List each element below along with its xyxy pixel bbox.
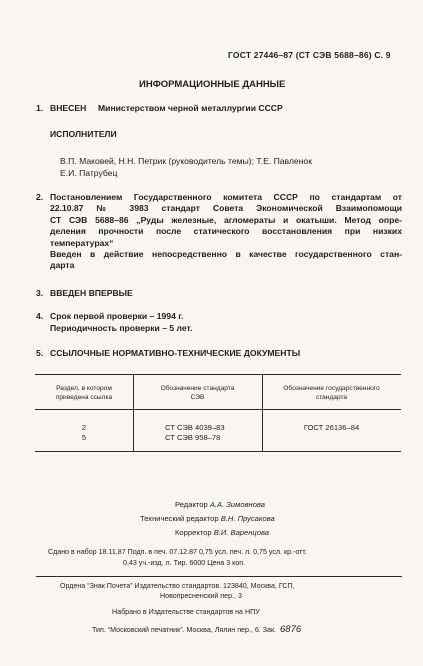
ispolniteli-line-2: Е.И. Патрубец (60, 168, 118, 178)
section-2-line: 22.10.87 № 3983 стандарт Совета Экономической Взаимопомощи (50, 203, 402, 214)
table-header-section: Раздел, в котором приведена ссылка (55, 385, 113, 401)
table-bottom-rule (35, 451, 401, 452)
table-row (165, 423, 225, 443)
section-2-intro-line: дарта (50, 260, 75, 271)
footer-rule (36, 576, 402, 577)
section-2-intro-line: Введен в действие непосредственно в качестве государственного стан- (50, 249, 402, 260)
section-5-number: 5. (36, 348, 44, 358)
table-top-rule (35, 374, 401, 375)
table-cell-gost: ГОСТ 26136–84 (303, 423, 360, 432)
print-info-line-2: 0,43 уч.-изд. л. Тир. 6000 Цена 3 коп. (123, 559, 246, 567)
table-header-rule (35, 409, 401, 410)
section-4-line-2: Периодичность проверки – 5 лет. (50, 323, 193, 333)
section-2-line: Постановлением Государственного комитета СССР по стандартам от (50, 192, 402, 202)
section-2-line: СТ СЭВ 5688–86 „Руды железные, агломераты и окатыши. Метод опре- (50, 214, 402, 225)
editor-line: Корректор В.И. Варенцова (175, 528, 270, 537)
page-title: ИНФОРМАЦИОННЫЕ ДАННЫЕ (139, 79, 286, 90)
publisher-line-3: Набрано в Издательстве стандартов на НПУ (112, 608, 260, 616)
order-number: 6876 (280, 624, 302, 635)
table-header-sev: Обозначение стандарта СЭВ (160, 385, 235, 401)
section-2-line: температурах“ (50, 237, 114, 248)
section-1-text: Министерством черной металлургии СССР (98, 103, 283, 113)
table-cell-sev: СТ СЭВ 4039–83 (165, 423, 225, 432)
ispolniteli-line-1: В.П. Маковей, Н.Н. Петрик (руководитель темы); Т.Е. Павленок (60, 156, 312, 166)
table-header-gost: Обозначение государственного стандарта (283, 385, 380, 401)
section-3-number: 3. (36, 288, 44, 298)
editor-line: Редактор А.А. Зимовнова (175, 500, 265, 509)
section-2-paragraph (50, 192, 402, 272)
section-4-line-1: Срок первой проверки – 1994 г. (50, 311, 184, 321)
table-cell-section: 2 (81, 423, 87, 432)
section-1-label: ВНЕСЕН (50, 103, 87, 113)
print-info-line-1: Сдано в набор 18.11.87 Подп. в печ. 07.12.87 0,75 усл. печ. л. 0,75 усл. кр.-отт. (48, 548, 307, 556)
section-4-number: 4. (36, 311, 44, 321)
section-3-text: ВВЕДЕН ВПЕРВЫЕ (50, 288, 133, 298)
publisher-line-4: Тип. “Московский печатник”. Москва, Лялин пер., 6. Зак. 6876 (92, 624, 302, 635)
table-row (262, 423, 401, 433)
table-cell-sev: СТ СЭВ 958–78 (165, 433, 221, 442)
table-cell-section: 5 (81, 433, 87, 442)
ispolniteli-heading: ИСПОЛНИТЕЛИ (50, 129, 117, 139)
section-2-number: 2. (36, 192, 44, 202)
running-header: ГОСТ 27446–87 (СТ СЭВ 5688–86) С. 9 (228, 50, 391, 60)
publisher-line-1: Ордена “Знак Почета” Издательство стандартов. 123840, Москва, ГСП, (60, 582, 295, 590)
section-5-heading: ССЫЛОЧНЫЕ НОРМАТИВНО-ТЕХНИЧЕСКИЕ ДОКУМЕНТЫ (50, 348, 301, 358)
publisher-line-2: Новопресненский пер., 3 (160, 592, 242, 600)
section-2-line: деления прочности после статического восстановления при низких (50, 226, 402, 237)
section-1-number: 1. (36, 103, 44, 113)
editor-line: Технический редактор В.Н. Прусакова (140, 514, 275, 523)
table-row (35, 423, 133, 443)
